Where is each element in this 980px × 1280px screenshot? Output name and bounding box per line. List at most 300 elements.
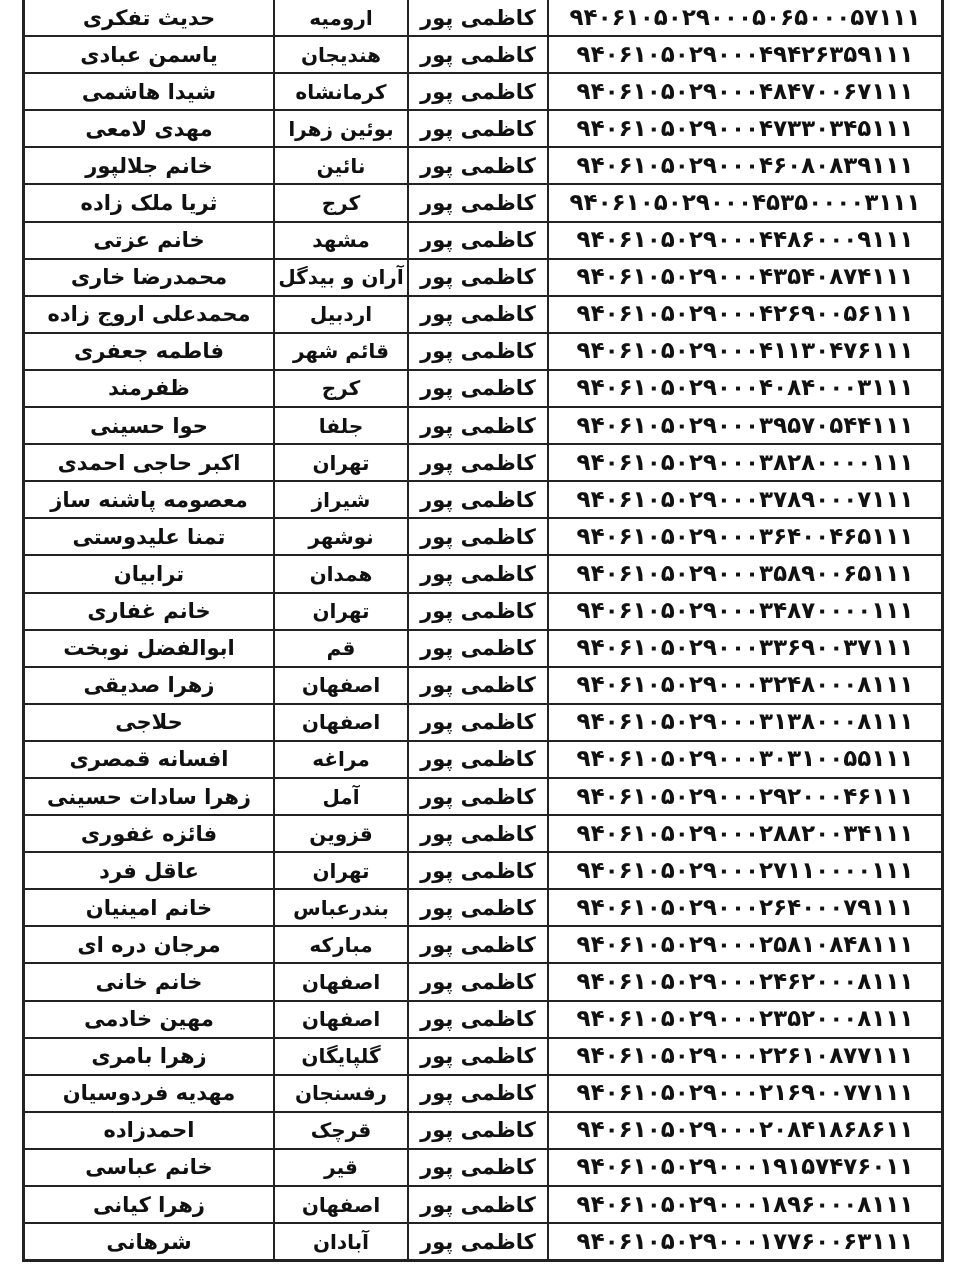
city-text: بندرعباس <box>293 895 389 920</box>
family-name-cell <box>409 260 549 295</box>
city-cell <box>275 890 409 925</box>
city-text: اصفهان <box>301 1007 381 1032</box>
account-code-text: ۹۴۰۶۱۰۵۰۲۹۰۰۰۲۴۶۲۰۰۰۸۱۱۱ <box>576 968 914 995</box>
person-name-text: مهدیه فردوسیان <box>62 1081 236 1106</box>
account-code-text: ۹۴۰۶۱۰۵۰۲۹۰۰۰۴۲۶۹۰۰۵۶۱۱۱ <box>576 301 914 328</box>
city-text: قرچک <box>310 1118 372 1143</box>
person-name-cell <box>25 148 275 183</box>
family-name-text: کاظمی پور <box>420 339 536 364</box>
person-name-text: شرهانی <box>106 1229 192 1254</box>
account-code-cell <box>549 631 941 666</box>
person-name-cell <box>25 890 275 925</box>
table-row <box>25 109 941 146</box>
person-name-text: حلاجی <box>115 710 183 735</box>
person-name-text: مرجان دره ای <box>77 932 221 957</box>
city-text: مراغه <box>312 747 370 772</box>
table-row <box>25 1074 941 1111</box>
city-cell <box>275 853 409 888</box>
account-code-cell <box>549 260 941 295</box>
person-name-text: خانم غفاری <box>87 599 211 624</box>
city-text: آبادان <box>312 1229 370 1254</box>
city-cell <box>275 779 409 814</box>
person-name-cell <box>25 668 275 703</box>
table-row <box>25 517 941 554</box>
city-text: کرج <box>321 376 361 401</box>
person-name-text: زهرا بامری <box>91 1044 207 1069</box>
account-code-text: ۹۴۰۶۱۰۵۰۲۹۰۰۰۲۶۴۰۰۰۷۹۱۱۱ <box>576 894 914 921</box>
family-name-cell <box>409 1039 549 1074</box>
account-code-cell <box>549 1150 941 1185</box>
family-name-text: کاظمی پور <box>420 5 536 30</box>
person-name-text: زهرا سادات حسینی <box>46 784 252 809</box>
person-name-cell <box>25 223 275 258</box>
table-row <box>25 703 941 740</box>
family-name-text: کاظمی پور <box>420 561 536 586</box>
person-name-text: شیدا هاشمی <box>81 79 217 104</box>
table-row <box>25 888 941 925</box>
family-name-text: کاظمی پور <box>420 599 536 624</box>
person-name-cell <box>25 705 275 740</box>
table-row <box>25 258 941 295</box>
account-code-text: ۹۴۰۶۱۰۵۰۲۹۰۰۰۳۹۵۷۰۵۴۴۱۱۱ <box>576 412 914 439</box>
city-cell <box>275 1076 409 1111</box>
account-code-cell <box>549 853 941 888</box>
city-cell <box>275 223 409 258</box>
account-code-text: ۹۴۰۶۱۰۵۰۲۹۰۰۰۲۰۸۴۱۸۶۸۶۱۱ <box>576 1117 914 1144</box>
account-code-cell <box>549 890 941 925</box>
person-name-text: اکبر حاجی احمدی <box>57 450 241 475</box>
family-name-cell <box>409 111 549 146</box>
city-cell <box>275 1039 409 1074</box>
family-name-cell <box>409 705 549 740</box>
table-row <box>25 1037 941 1074</box>
account-code-cell <box>549 445 941 480</box>
person-name-text: احمدزاده <box>103 1118 195 1143</box>
person-name-text: مهدی لامعی <box>85 116 213 141</box>
city-text: آمل <box>322 784 360 809</box>
family-name-cell <box>409 37 549 72</box>
account-code-cell <box>549 705 941 740</box>
city-cell <box>275 1113 409 1148</box>
table-row <box>25 369 941 406</box>
city-cell <box>275 148 409 183</box>
family-name-text: کاظمی پور <box>420 376 536 401</box>
family-name-cell <box>409 371 549 406</box>
family-name-cell <box>409 408 549 443</box>
person-name-text: ثریا ملک زاده <box>80 191 218 216</box>
account-code-text: ۹۴۰۶۱۰۵۰۲۹۰۰۰۳۸۲۸۰۰۰۰۱۱۱ <box>576 449 914 476</box>
city-cell <box>275 74 409 109</box>
person-name-text: خانم عزتی <box>93 228 205 253</box>
family-name-cell <box>409 445 549 480</box>
family-name-text: کاظمی پور <box>420 450 536 475</box>
city-text: مشهد <box>312 228 370 253</box>
city-cell <box>275 1150 409 1185</box>
city-text: اصفهان <box>301 1192 381 1217</box>
person-name-text: فائزه غفوری <box>80 821 218 846</box>
table-row <box>25 814 941 851</box>
person-name-text: ترابیان <box>113 561 185 586</box>
account-code-text: ۹۴۰۶۱۰۵۰۲۹۰۰۰۲۷۱۱۰۰۰۰۱۱۱ <box>576 857 914 884</box>
city-text: اصفهان <box>301 710 381 735</box>
city-cell <box>275 408 409 443</box>
city-cell <box>275 594 409 629</box>
person-name-text: افسانه قمصری <box>69 747 229 772</box>
family-name-cell <box>409 0 549 35</box>
family-name-text: کاظمی پور <box>420 1155 536 1180</box>
city-cell <box>275 927 409 962</box>
account-code-text: ۹۴۰۶۱۰۵۰۲۹۰۰۰۴۶۰۸۰۸۳۹۱۱۱ <box>576 152 914 179</box>
family-name-text: کاظمی پور <box>420 932 536 957</box>
family-name-text: کاظمی پور <box>420 1081 536 1106</box>
account-code-text: ۹۴۰۶۱۰۵۰۲۹۰۰۰۴۹۴۲۶۳۵۹۱۱۱ <box>576 41 914 68</box>
family-name-cell <box>409 334 549 369</box>
account-code-cell <box>549 779 941 814</box>
family-name-text: کاظمی پور <box>420 858 536 883</box>
city-text: قیر <box>324 1155 358 1180</box>
person-name-text: ظفرمند <box>108 376 190 401</box>
city-text: مبارکه <box>309 932 373 957</box>
family-name-text: کاظمی پور <box>420 191 536 216</box>
person-name-cell <box>25 408 275 443</box>
person-name-cell <box>25 1113 275 1148</box>
family-name-text: کاظمی پور <box>420 969 536 994</box>
table-row <box>25 777 941 814</box>
account-code-text: ۹۴۰۶۱۰۵۰۲۹۰۰۰۲۸۸۲۰۰۳۴۱۱۱ <box>576 820 914 847</box>
account-code-cell <box>549 185 941 220</box>
table-row <box>25 221 941 258</box>
account-code-cell <box>549 111 941 146</box>
family-name-cell <box>409 1002 549 1037</box>
city-cell <box>275 0 409 35</box>
account-code-text: ۹۴۰۶۱۰۵۰۲۹۰۰۰۴۳۵۴۰۸۷۴۱۱۱ <box>576 264 914 291</box>
table-row <box>25 480 941 517</box>
city-cell <box>275 816 409 851</box>
table-row <box>25 851 941 888</box>
family-name-text: کاظمی پور <box>420 1044 536 1069</box>
account-code-text: ۹۴۰۶۱۰۵۰۲۹۰۰۰۲۲۶۱۰۸۷۷۱۱۱ <box>576 1043 914 1070</box>
person-name-text: محمدعلی اروج زاده <box>47 302 251 327</box>
family-name-text: کاظمی پور <box>420 1007 536 1032</box>
account-code-cell <box>549 408 941 443</box>
document-table <box>22 0 944 1262</box>
account-code-cell <box>549 964 941 999</box>
person-name-cell <box>25 631 275 666</box>
family-name-text: کاظمی پور <box>420 42 536 67</box>
city-cell <box>275 185 409 220</box>
table-row <box>25 592 941 629</box>
table-row <box>25 443 941 480</box>
person-name-text: زهرا کیانی <box>92 1192 206 1217</box>
family-name-cell <box>409 964 549 999</box>
city-cell <box>275 445 409 480</box>
table-row <box>25 406 941 443</box>
city-cell <box>275 964 409 999</box>
city-text: بوئین زهرا <box>288 116 394 141</box>
family-name-cell <box>409 1224 549 1259</box>
family-name-cell <box>409 519 549 554</box>
account-code-cell <box>549 668 941 703</box>
city-cell <box>275 37 409 72</box>
city-text: جلفا <box>318 413 364 438</box>
city-text: قائم شهر <box>292 339 390 364</box>
table-row <box>25 962 941 999</box>
account-code-cell <box>549 742 941 777</box>
person-name-cell <box>25 1076 275 1111</box>
person-name-cell <box>25 445 275 480</box>
person-name-text: خانم خانی <box>95 969 203 994</box>
account-code-cell <box>549 1076 941 1111</box>
person-name-text: معصومه پاشنه ساز <box>50 487 248 512</box>
city-text: نائین <box>316 153 366 178</box>
table-row <box>25 183 941 220</box>
city-text: تهران <box>312 858 370 883</box>
family-name-cell <box>409 594 549 629</box>
account-code-cell <box>549 0 941 35</box>
account-code-cell <box>549 927 941 962</box>
family-name-cell <box>409 148 549 183</box>
account-code-cell <box>549 519 941 554</box>
table-row <box>25 1148 941 1185</box>
city-text: کرج <box>321 191 361 216</box>
account-code-text: ۹۴۰۶۱۰۵۰۲۹۰۰۰۳۲۴۸۰۰۰۸۱۱۱ <box>576 672 914 699</box>
account-code-text: ۹۴۰۶۱۰۵۰۲۹۰۰۰۴۸۴۷۰۰۶۷۱۱۱ <box>576 78 914 105</box>
person-name-cell <box>25 779 275 814</box>
account-code-cell <box>549 1039 941 1074</box>
city-cell <box>275 705 409 740</box>
person-name-cell <box>25 853 275 888</box>
family-name-text: کاظمی پور <box>420 710 536 735</box>
account-code-text: ۹۴۰۶۱۰۵۰۲۹۰۰۰۱۷۷۶۰۰۶۳۱۱۱ <box>576 1228 914 1255</box>
family-name-cell <box>409 1076 549 1111</box>
account-code-cell <box>549 816 941 851</box>
account-code-text: ۹۴۰۶۱۰۵۰۲۹۰۰۰۳۳۶۹۰۰۳۷۱۱۱ <box>576 635 914 662</box>
account-code-text: ۹۴۰۶۱۰۵۰۲۹۰۰۰۴۴۸۶۰۰۰۹۱۱۱ <box>576 227 914 254</box>
person-name-text: تمنا علیدوستی <box>72 524 226 549</box>
family-name-text: کاظمی پور <box>420 413 536 438</box>
person-name-text: خانم عباسی <box>85 1155 213 1180</box>
city-text: تهران <box>312 450 370 475</box>
table-row <box>25 925 941 962</box>
account-code-text: ۹۴۰۶۱۰۵۰۲۹۰۰۰۱۸۹۶۰۰۰۸۱۱۱ <box>576 1191 914 1218</box>
table-row <box>25 1222 941 1259</box>
family-name-text: کاظمی پور <box>420 673 536 698</box>
city-text: رفسنجان <box>294 1081 388 1106</box>
person-name-cell <box>25 334 275 369</box>
city-text: همدان <box>309 561 373 586</box>
account-code-cell <box>549 1113 941 1148</box>
account-code-text: ۹۴۰۶۱۰۵۰۲۹۰۰۰۲۹۲۰۰۰۴۶۱۱۱ <box>576 783 914 810</box>
table-row <box>25 146 941 183</box>
account-code-text: ۹۴۰۶۱۰۵۰۲۹۰۰۰۳۰۳۱۰۰۵۵۱۱۱ <box>576 746 914 773</box>
family-name-cell <box>409 482 549 517</box>
account-code-cell <box>549 594 941 629</box>
account-code-text: ۹۴۰۶۱۰۵۰۲۹۰۰۰۴۵۳۵۰۰۰۰۳۱۱۱ <box>569 190 921 217</box>
person-name-text: ابوالفضل نوبخت <box>63 636 235 661</box>
family-name-text: کاظمی پور <box>420 487 536 512</box>
city-cell <box>275 260 409 295</box>
person-name-cell <box>25 260 275 295</box>
family-name-cell <box>409 927 549 962</box>
family-name-cell <box>409 668 549 703</box>
account-code-text: ۹۴۰۶۱۰۵۰۲۹۰۰۰۴۱۱۳۰۴۷۶۱۱۱ <box>576 338 914 365</box>
person-name-cell <box>25 185 275 220</box>
family-name-text: کاظمی پور <box>420 821 536 846</box>
family-name-text: کاظمی پور <box>420 1118 536 1143</box>
person-name-text: مهین خادمی <box>84 1007 214 1032</box>
person-name-cell <box>25 1002 275 1037</box>
family-name-text: کاظمی پور <box>420 636 536 661</box>
person-name-text: محمدرضا خاری <box>70 265 228 290</box>
city-text: تهران <box>312 599 370 624</box>
family-name-cell <box>409 1150 549 1185</box>
family-name-text: کاظمی پور <box>420 1229 536 1254</box>
city-text: ارومیه <box>309 5 373 30</box>
table-row <box>25 35 941 72</box>
city-cell <box>275 668 409 703</box>
account-code-cell <box>549 371 941 406</box>
table-row <box>25 332 941 369</box>
city-cell <box>275 631 409 666</box>
table-row <box>25 1111 941 1148</box>
city-cell <box>275 371 409 406</box>
table-row <box>25 1000 941 1037</box>
family-name-text: کاظمی پور <box>420 784 536 809</box>
city-text: کرمانشاه <box>295 79 387 104</box>
city-cell <box>275 742 409 777</box>
table-row <box>25 72 941 109</box>
person-name-cell <box>25 556 275 591</box>
person-name-cell <box>25 37 275 72</box>
account-code-cell <box>549 148 941 183</box>
city-text: قم <box>326 636 356 661</box>
table-row <box>25 629 941 666</box>
account-code-text: ۹۴۰۶۱۰۵۰۲۹۰۰۰۱۹۱۵۷۴۷۶۰۱۱ <box>576 1154 914 1181</box>
account-code-text: ۹۴۰۶۱۰۵۰۲۹۰۰۰۵۰۶۵۰۰۰۵۷۱۱۱ <box>569 4 921 31</box>
person-name-cell <box>25 519 275 554</box>
family-name-text: کاظمی پور <box>420 302 536 327</box>
account-code-cell <box>549 297 941 332</box>
person-name-cell <box>25 1039 275 1074</box>
person-name-cell <box>25 927 275 962</box>
city-cell <box>275 297 409 332</box>
account-code-text: ۹۴۰۶۱۰۵۰۲۹۰۰۰۳۷۸۹۰۰۰۷۱۱۱ <box>576 486 914 513</box>
account-code-cell <box>549 37 941 72</box>
city-cell <box>275 1224 409 1259</box>
city-cell <box>275 1187 409 1222</box>
account-code-text: ۹۴۰۶۱۰۵۰۲۹۰۰۰۲۱۶۹۰۰۷۷۱۱۱ <box>576 1080 914 1107</box>
city-cell <box>275 1002 409 1037</box>
city-text: قزوین <box>309 821 373 846</box>
city-text: هندیجان <box>300 42 382 67</box>
person-name-cell <box>25 1150 275 1185</box>
family-name-cell <box>409 1187 549 1222</box>
account-code-cell <box>549 1002 941 1037</box>
account-code-cell <box>549 1187 941 1222</box>
family-name-cell <box>409 853 549 888</box>
account-code-cell <box>549 482 941 517</box>
city-text: شیراز <box>311 487 371 512</box>
family-name-cell <box>409 74 549 109</box>
person-name-cell <box>25 74 275 109</box>
account-code-cell <box>549 1224 941 1259</box>
person-name-text: حدیث تفکری <box>82 5 216 30</box>
person-name-cell <box>25 297 275 332</box>
account-code-text: ۹۴۰۶۱۰۵۰۲۹۰۰۰۲۵۸۱۰۸۴۸۱۱۱ <box>576 931 914 958</box>
person-name-cell <box>25 482 275 517</box>
person-name-cell <box>25 371 275 406</box>
account-code-cell <box>549 334 941 369</box>
person-name-text: خانم جلالپور <box>85 153 213 178</box>
person-name-text: زهرا صدیقی <box>83 673 215 698</box>
family-name-text: کاظمی پور <box>420 747 536 772</box>
family-name-text: کاظمی پور <box>420 1192 536 1217</box>
person-name-cell <box>25 816 275 851</box>
city-text: آران و بیدگل <box>278 265 404 290</box>
family-name-text: کاظمی پور <box>420 79 536 104</box>
person-name-text: یاسمن عبادی <box>80 42 218 67</box>
family-name-cell <box>409 779 549 814</box>
family-name-cell <box>409 223 549 258</box>
city-cell <box>275 482 409 517</box>
family-name-text: کاظمی پور <box>420 153 536 178</box>
person-name-cell <box>25 742 275 777</box>
family-name-text: کاظمی پور <box>420 116 536 141</box>
account-code-text: ۹۴۰۶۱۰۵۰۲۹۰۰۰۳۵۸۹۰۰۶۵۱۱۱ <box>576 560 914 587</box>
family-name-cell <box>409 631 549 666</box>
city-text: اصفهان <box>301 969 381 994</box>
family-name-cell <box>409 1113 549 1148</box>
city-text: نوشهر <box>308 524 374 549</box>
person-name-cell <box>25 964 275 999</box>
table-row <box>25 295 941 332</box>
table-row <box>25 1185 941 1222</box>
family-name-cell <box>409 816 549 851</box>
family-name-cell <box>409 185 549 220</box>
city-cell <box>275 556 409 591</box>
person-name-cell <box>25 111 275 146</box>
account-code-text: ۹۴۰۶۱۰۵۰۲۹۰۰۰۴۷۳۳۰۳۴۵۱۱۱ <box>576 115 914 142</box>
account-code-text: ۹۴۰۶۱۰۵۰۲۹۰۰۰۳۶۴۰۰۴۶۵۱۱۱ <box>576 523 914 550</box>
account-code-cell <box>549 223 941 258</box>
family-name-text: کاظمی پور <box>420 228 536 253</box>
family-name-text: کاظمی پور <box>420 895 536 920</box>
family-name-text: کاظمی پور <box>420 524 536 549</box>
account-code-text: ۹۴۰۶۱۰۵۰۲۹۰۰۰۴۰۸۴۰۰۰۳۱۱۱ <box>576 375 914 402</box>
table-row <box>25 666 941 703</box>
family-name-cell <box>409 556 549 591</box>
family-name-text: کاظمی پور <box>420 265 536 290</box>
table-row <box>25 0 941 35</box>
city-cell <box>275 519 409 554</box>
family-name-cell <box>409 742 549 777</box>
family-name-cell <box>409 890 549 925</box>
person-name-text: خانم امینیان <box>85 895 213 920</box>
city-cell <box>275 334 409 369</box>
account-code-cell <box>549 74 941 109</box>
person-name-text: عاقل فرد <box>99 858 199 883</box>
family-name-cell <box>409 297 549 332</box>
account-code-cell <box>549 556 941 591</box>
table-row <box>25 554 941 591</box>
city-text: اصفهان <box>301 673 381 698</box>
person-name-text: فاطمه جعفری <box>74 339 224 364</box>
person-name-cell <box>25 1187 275 1222</box>
city-text: گلپایگان <box>301 1044 381 1069</box>
table-row <box>25 740 941 777</box>
city-cell <box>275 111 409 146</box>
account-code-text: ۹۴۰۶۱۰۵۰۲۹۰۰۰۳۱۳۸۰۰۰۸۱۱۱ <box>576 709 914 736</box>
